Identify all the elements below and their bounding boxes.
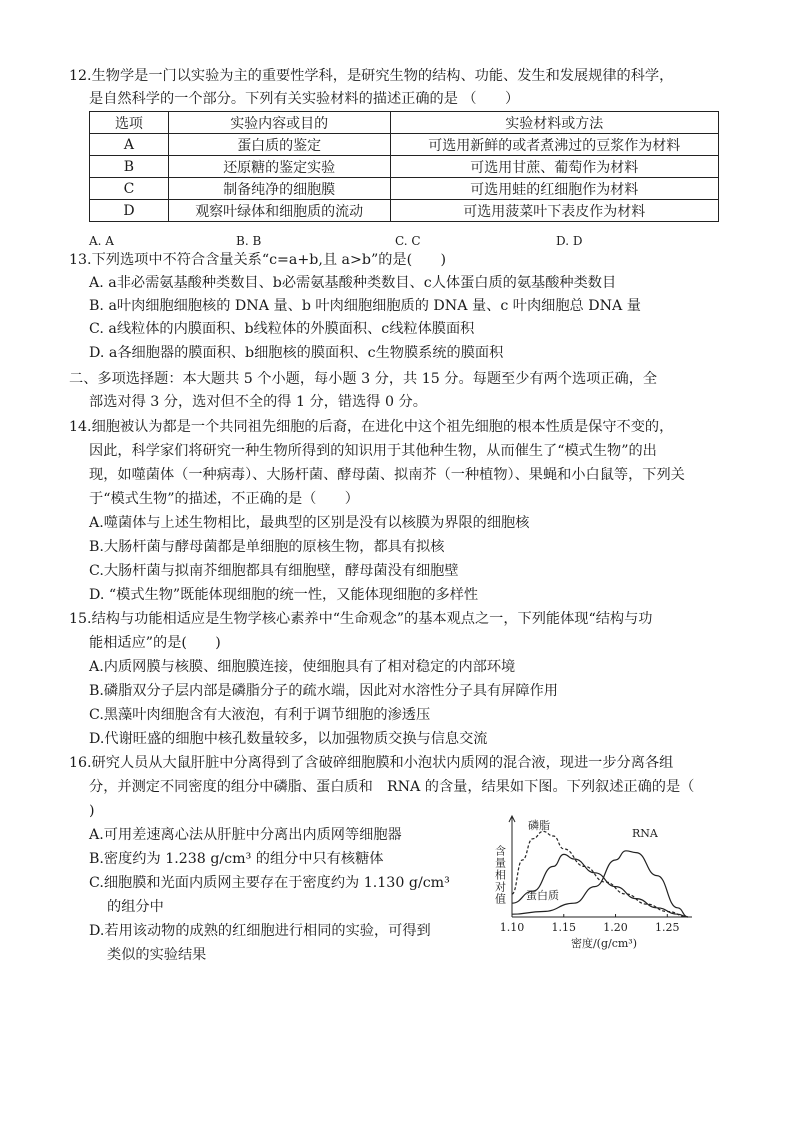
q12-option-b: B. B	[236, 234, 262, 248]
chart-series	[512, 831, 688, 917]
table-cell: 可选用蛙的红细胞作为材料	[390, 178, 719, 200]
table-header-cell: 实验材料或方法	[390, 112, 719, 134]
q15-stem-line: 15.结构与功能相适应是生物学核心素养中“生命观念”的基本观点之一，下列能体现“结构与功	[69, 611, 653, 627]
table-cell: 可选用甘蔗、葡萄作为材料	[390, 156, 719, 178]
q16-stem-line: )	[89, 803, 95, 819]
q13-option-a: A. a非必需氨基酸种类数目、b必需氨基酸种类数目、c人体蛋白质的氨基酸种类数目	[89, 275, 617, 291]
q14-option-b: B.大肠杆菌与酵母菌都是单细胞的原核生物，都具有拟核	[89, 539, 445, 555]
q16-option-c-cont: 的组分中	[107, 899, 164, 915]
q16-option-b: B.密度约为 1.238 g/cm³ 的组分中只有核糖体	[89, 851, 384, 867]
q14-stem-line: 现，如噬菌体（一种病毒）、大肠杆菌、酵母菌、拟南芥（一种植物）、果蝇和小白鼠等，下列关	[89, 467, 685, 483]
q13-option-d: D. a各细胞器的膜面积、b细胞核的膜面积、c生物膜系统的膜面积	[89, 345, 504, 361]
series-label-protein: 蛋白质	[526, 889, 559, 902]
q16-option-d-cont: 类似的实验结果	[107, 947, 207, 963]
q15-option-d: D.代谢旺盛的细胞中核孔数量较多，以加强物质交换与信息交流	[89, 731, 488, 747]
series-line-2	[512, 851, 688, 917]
q16-option-c: C.细胞膜和光面内质网主要存在于密度约为 1.130 g/cm³	[89, 875, 450, 891]
q12-option-a: A. A	[89, 234, 114, 248]
table-row	[90, 178, 719, 200]
table-row	[90, 200, 719, 222]
q15-option-b: B.磷脂双分子层内部是磷脂分子的疏水端，因此对水溶性分子具有屏障作用	[89, 683, 558, 699]
series-line-1	[512, 854, 688, 917]
q14-option-a: A.噬菌体与上述生物相比，最典型的区别是没有以核膜为界限的细胞核	[89, 515, 530, 531]
q12-stem-line1: 12.生物学是一门以实验为主的重要性学科，是研究生物的结构、功能、发生和发展规律的科学，	[69, 68, 674, 84]
density-content-chart	[488, 815, 698, 965]
table-cell: 蛋白质的鉴定	[168, 134, 390, 156]
table-cell: A	[90, 134, 169, 156]
table-row	[90, 156, 719, 178]
q13-stem: 13.下列选项中不符合含量关系“c=a+b,且 a>b”的是( )	[69, 252, 447, 268]
table-cell: D	[90, 200, 169, 222]
q16-stem-line: 分，并测定不同密度的组分中磷脂、蛋白质和 RNA 的含量，结果如下图。下列叙述正确的是（	[89, 779, 695, 795]
q15-stem-line: 能相适应”的是( )	[89, 635, 221, 651]
q13-option-b: B. a叶肉细胞细胞核的 DNA 量、b 叶肉细胞细胞质的 DNA 量、c 叶肉细胞总 DNA 量	[89, 298, 641, 314]
q15-option-c: C.黑藻叶肉细胞含有大液泡，有利于调节细胞的渗透压	[89, 707, 431, 723]
y-axis-label: 含量相对值	[493, 845, 507, 905]
table-header-row	[90, 112, 719, 134]
q15-option-a: A.内质网膜与核膜、细胞膜连接，使细胞具有了相对稳定的内部环境	[89, 659, 516, 675]
q14-stem-line: 14.细胞被认为都是一个共同祖先细胞的后裔，在进化中这个祖先细胞的根本性质是保守不变的，	[69, 419, 674, 435]
q13-option-c: C. a线粒体的内膜面积、b线粒体的外膜面积、c线粒体膜面积	[89, 321, 475, 337]
q16-stem-line: 16.研究人员从大鼠肝脏中分离得到了含破碎细胞膜和小泡状内质网的混合液，现进一步分离各组	[69, 755, 674, 771]
table-header-cell: 实验内容或目的	[168, 112, 390, 134]
q14-option-c: C.大肠杆菌与拟南芥细胞都具有细胞壁，酵母菌没有细胞壁	[89, 563, 459, 579]
series-label-phospholipid: 磷脂	[528, 819, 550, 832]
q14-option-d: D. “模式生物”既能体现细胞的统一性，又能体现细胞的多样性	[89, 587, 479, 603]
q16-option-d: D.若用该动物的成熟的红细胞进行相同的实验，可得到	[89, 923, 431, 939]
table-cell: 还原糖的鉴定实验	[168, 156, 390, 178]
chart-labels	[494, 818, 680, 950]
section-heading-line2: 部选对得 3 分，选对但不全的得 1 分，错选得 0 分。	[89, 394, 427, 410]
section-heading: 二、多项选择题：本大题共 5 个小题，每小题 3 分，共 15 分。每题至少有两个选项正确，全	[69, 371, 658, 387]
table-header-cell: 选项	[90, 112, 169, 134]
x-tick-label: 1.20	[603, 921, 628, 934]
x-axis-label: 密度/(g/cm³)	[570, 937, 638, 950]
q12-table	[89, 111, 719, 222]
table-cell: 可选用新鲜的或者煮沸过的豆浆作为材料	[390, 134, 719, 156]
table-cell: 可选用菠菜叶下表皮作为材料	[390, 200, 719, 222]
q12-option-d: D. D	[556, 234, 583, 248]
x-tick-label: 1.25	[655, 921, 680, 934]
q14-stem-line: 于“模式生物”的描述，不正确的是（ ）	[89, 491, 359, 507]
x-tick-label: 1.15	[551, 921, 577, 934]
table-cell: C	[90, 178, 169, 200]
q16-option-a: A.可用差速离心法从肝脏中分离出内质网等细胞器	[89, 827, 402, 843]
x-tick-label: 1.10	[499, 921, 525, 934]
table-cell: 制备纯净的细胞膜	[168, 178, 390, 200]
series-label-rna: RNA	[632, 827, 658, 840]
table-row	[90, 134, 719, 156]
table-cell: 观察叶绿体和细胞质的流动	[168, 200, 390, 222]
q12-stem-line2: 是自然科学的一个部分。下列有关实验材料的描述正确的是 （ ）	[89, 91, 520, 107]
table-cell: B	[90, 156, 169, 178]
q14-stem-line: 因此，科学家们将研究一种生物所得到的知识用于其他种生物，从而催生了“模式生物”的出	[89, 443, 657, 459]
q12-option-c: C. C	[395, 234, 421, 248]
